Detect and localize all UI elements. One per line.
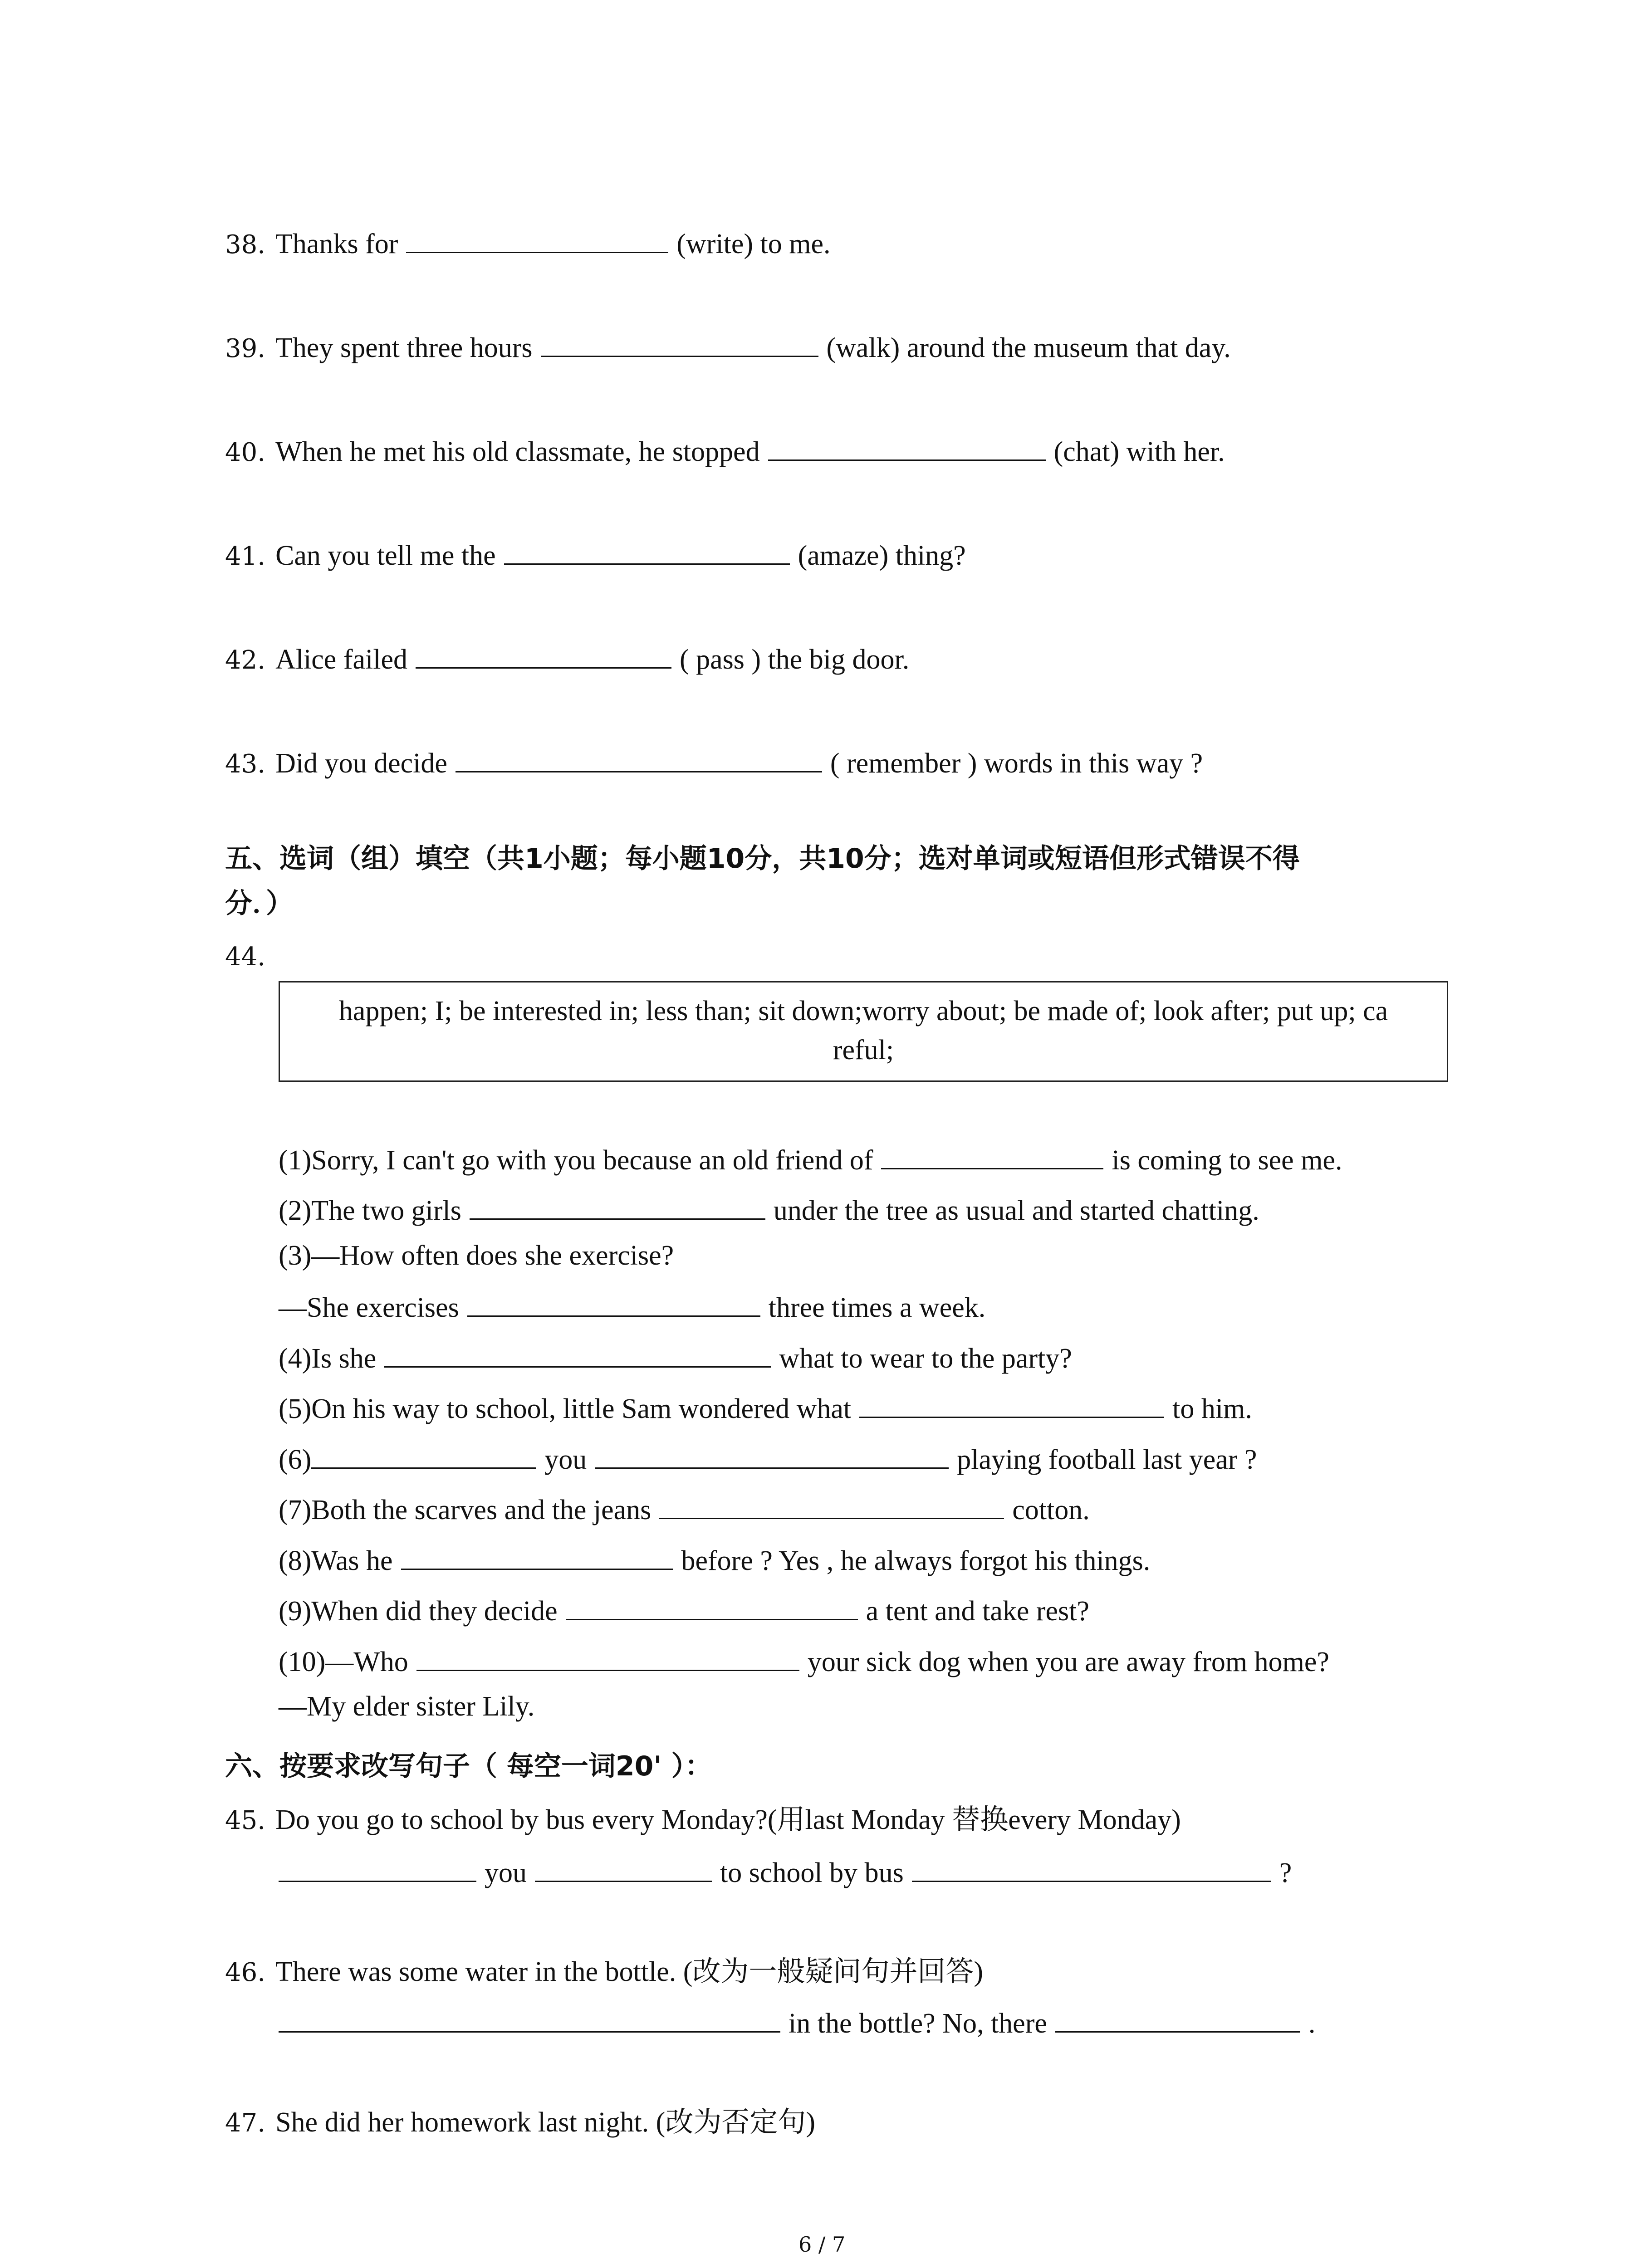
answer-blank[interactable]	[595, 1440, 949, 1469]
answer-blank[interactable]	[535, 1853, 712, 1882]
question-41	[225, 536, 966, 575]
question-46	[225, 1954, 983, 1991]
question-number: 42.	[225, 645, 266, 675]
answer-blank[interactable]	[470, 1191, 765, 1220]
answer-blank[interactable]	[566, 1592, 858, 1620]
question-39	[225, 328, 1231, 367]
answer-blank[interactable]	[881, 1141, 1103, 1169]
question-number: 38.	[225, 230, 266, 259]
sentence-3-question: (3)—How often does she exercise?	[279, 1240, 674, 1271]
question-text: Thanks for	[275, 229, 398, 259]
question-prompt: Do you go to school by bus every Monday?(用last Monday 替换every Monday)	[275, 1804, 1181, 1835]
answer-blank[interactable]	[859, 1389, 1164, 1418]
sentence-text: what to wear to the party?	[779, 1343, 1072, 1374]
sentence-text: (4)Is she	[279, 1343, 377, 1374]
question-number: 47.	[225, 2108, 266, 2138]
sentence-text: to him.	[1172, 1393, 1252, 1424]
answer-blank[interactable]	[768, 432, 1046, 461]
question-43	[225, 744, 1203, 782]
sentence-text: —She exercises	[279, 1292, 459, 1323]
section-6-heading: 六、按要求改写句子（ 每空一词20' ）：	[225, 1750, 712, 1782]
section-5-heading-line1: 五、选词（组）填空（共1小题；每小题10分，共10分；选对单词或短语但形式错误不得	[225, 843, 1300, 875]
sentence-text: (2)The two girls	[279, 1195, 461, 1226]
answer-blank[interactable]	[416, 1642, 799, 1671]
answer-blank[interactable]	[311, 1440, 536, 1469]
question-text: ( remember ) words in this way ?	[830, 748, 1203, 779]
question-47	[225, 2104, 815, 2141]
question-text: (chat) with her.	[1053, 436, 1225, 467]
question-44-number: 44.	[225, 942, 266, 972]
question-38	[225, 225, 831, 263]
sentence-5	[279, 1389, 1252, 1427]
answer-text: .	[1308, 2008, 1316, 2039]
question-text: (write) to me.	[676, 229, 831, 259]
question-text: They spent three hours	[275, 332, 533, 363]
question-45	[225, 1802, 1181, 1839]
sentence-4	[279, 1339, 1072, 1377]
answer-blank[interactable]	[279, 1853, 476, 1882]
sentence-text: playing football last year ?	[957, 1444, 1257, 1475]
sentence-text: (6)	[279, 1444, 312, 1475]
page-number: 6 / 7	[798, 2232, 846, 2257]
sentence-text: a tent and take rest?	[866, 1596, 1089, 1627]
answer-blank[interactable]	[659, 1491, 1004, 1519]
question-46-answer-line	[279, 2004, 1315, 2042]
answer-text: you	[485, 1857, 527, 1888]
answer-blank[interactable]	[384, 1339, 771, 1368]
sentence-text: three times a week.	[768, 1292, 986, 1323]
question-42	[225, 640, 909, 679]
word-bank-box	[279, 981, 1448, 1082]
question-number: 46.	[225, 1958, 266, 1987]
sentence-text: cotton.	[1012, 1495, 1090, 1525]
answer-blank[interactable]	[467, 1288, 760, 1317]
sentence-text: before ? Yes , he always forgot his things.	[681, 1545, 1151, 1576]
sentence-text: under the tree as usual and started chatting.	[773, 1195, 1259, 1226]
sentence-6	[279, 1440, 1257, 1478]
sentence-text: you	[544, 1444, 587, 1475]
question-text: Did you decide	[275, 748, 447, 779]
question-number: 43.	[225, 749, 266, 779]
sentence-7	[279, 1491, 1090, 1528]
question-prompt: She did her homework last night. (改为否定句)	[275, 2107, 815, 2138]
question-text: (amaze) thing?	[798, 540, 966, 571]
sentence-2	[279, 1191, 1259, 1229]
answer-blank[interactable]	[912, 1853, 1271, 1882]
sentence-text: is coming to see me.	[1112, 1145, 1342, 1176]
sentence-text: (10)—Who	[279, 1647, 408, 1677]
question-text: When he met his old classmate, he stopped	[275, 436, 760, 467]
question-number: 40.	[225, 438, 266, 467]
question-text: (walk) around the museum that day.	[826, 332, 1231, 363]
section-5-heading-line2: 分．）	[225, 888, 293, 919]
question-number: 45.	[225, 1806, 266, 1835]
sentence-text: (9)When did they decide	[279, 1596, 558, 1627]
answer-blank[interactable]	[1055, 2004, 1300, 2033]
sentence-3-answer	[279, 1288, 985, 1326]
answer-blank[interactable]	[416, 640, 671, 669]
question-number: 39.	[225, 334, 266, 363]
sentence-1	[279, 1141, 1342, 1178]
question-prompt: There was some water in the bottle. (改为一般疑问句并回答)	[275, 1956, 984, 1987]
answer-blank[interactable]	[456, 744, 822, 772]
sentence-10	[279, 1642, 1329, 1680]
answer-blank[interactable]	[504, 536, 790, 565]
question-45-answer-line	[279, 1853, 1292, 1891]
question-40	[225, 432, 1225, 471]
sentence-8	[279, 1541, 1150, 1579]
answer-text: in the bottle? No, there	[789, 2008, 1047, 2039]
question-text: Alice failed	[275, 644, 407, 675]
sentence-text: (1)Sorry, I can't go with you because an old friend of	[279, 1145, 873, 1176]
word-bank-line: reful;	[833, 1035, 894, 1066]
word-bank-line: happen; I; be interested in; less than; sit down;worry about; be made of; look after; put up; ca	[338, 996, 1388, 1026]
sentence-text: (8)Was he	[279, 1545, 393, 1576]
sentence-text: (5)On his way to school, little Sam wondered what	[279, 1393, 852, 1424]
answer-blank[interactable]	[541, 328, 818, 357]
question-text: ( pass ) the big door.	[679, 644, 910, 675]
sentence-text: your sick dog when you are away from home?	[807, 1647, 1329, 1677]
question-text: Can you tell me the	[275, 540, 496, 571]
answer-text: to school by bus	[720, 1857, 904, 1888]
answer-text: ?	[1279, 1857, 1292, 1888]
question-number: 41.	[225, 542, 266, 571]
answer-blank[interactable]	[406, 225, 668, 253]
sentence-10-answer: —My elder sister Lily.	[279, 1691, 535, 1722]
answer-blank[interactable]	[279, 2004, 780, 2033]
sentence-text: (7)Both the scarves and the jeans	[279, 1495, 652, 1525]
answer-blank[interactable]	[401, 1541, 673, 1570]
sentence-9	[279, 1592, 1089, 1629]
